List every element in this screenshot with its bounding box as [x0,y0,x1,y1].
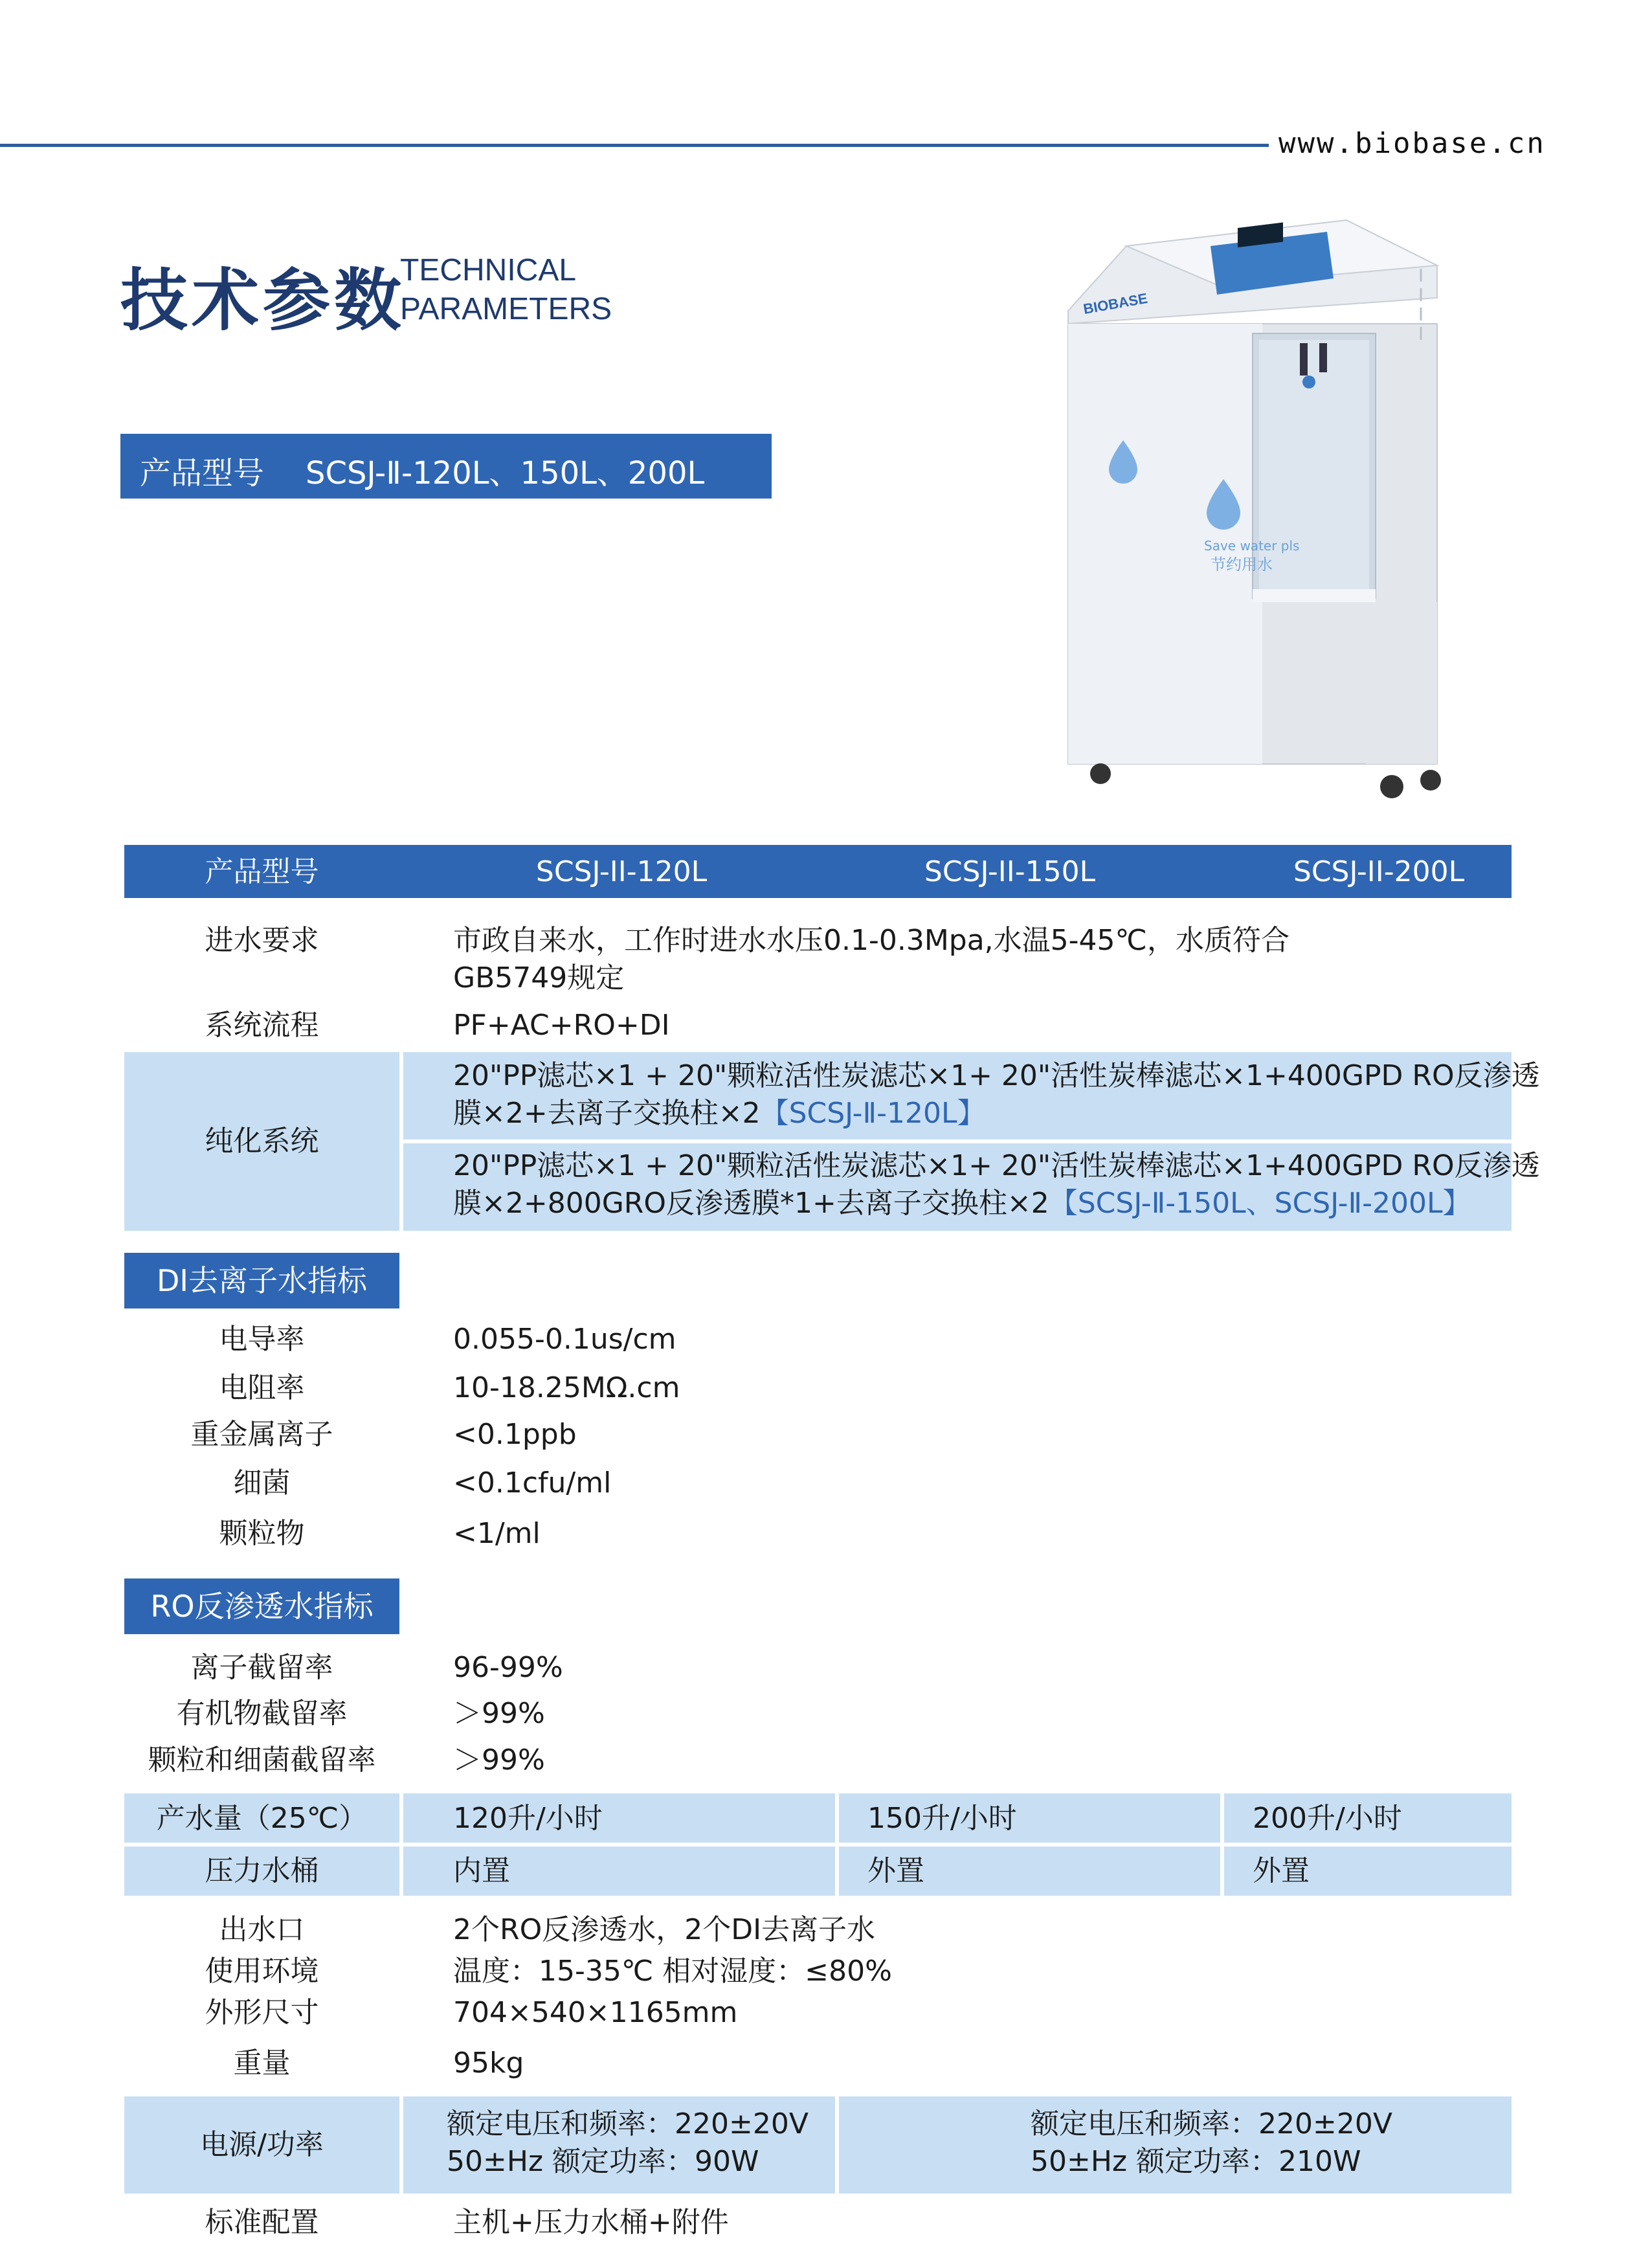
outlet-label: 出水口 [219,1913,305,1946]
di-label-heavy-metal: 重金属离子 [190,1418,333,1451]
di-value-particles: <1/ml [453,1517,541,1550]
weight-label: 重量 [233,2047,291,2080]
power-col-divider-2 [835,2096,839,2194]
power-a-line1: 额定电压和频率：220±20V [447,2107,809,2140]
di-value-bacteria: <0.1cfu/ml [453,1466,612,1499]
purify-row-divider [403,1140,1512,1143]
table-header-model-1: SCSJ-II-120L [535,855,708,888]
di-section-title: DI去离子水指标 [124,1253,399,1308]
output-col-divider-3 [1220,1793,1224,1896]
power-b-line2: 50±Hz 额定功率：210W [1031,2145,1361,2178]
purify-a-model: 【SCSJ-Ⅱ-120L】 [760,1097,986,1130]
purify-a-line1: 20"PP滤芯×1 + 20"颗粒活性炭滤芯×1+ 20"活性炭棒滤芯×1+400GPD RO反渗透 [453,1059,1540,1092]
table-header-model-3: SCSJ-II-200L [1293,855,1465,888]
model-banner-value: SCSJ-Ⅱ-120L、150L、200L [306,455,705,491]
ro-value-particle-bacteria: ＞99% [453,1744,545,1777]
weight-value: 95kg [453,2047,524,2080]
outlet-value: 2个RO反渗透水，2个DI去离子水 [453,1913,876,1946]
website-url: www.biobase.cn [1278,127,1546,160]
tank-value-200: 外置 [1253,1854,1310,1887]
purify-b-line1: 20"PP滤芯×1 + 20"颗粒活性炭滤芯×1+ 20"活性炭棒滤芯×1+400GPD RO反渗透 [453,1149,1540,1182]
model-banner-label: 产品型号 [140,455,265,491]
di-label-particles: 颗粒物 [219,1517,305,1550]
title-en-line2: PARAMETERS [400,292,612,326]
inlet-value-line1: 市政自来水，工作时进水水压0.1-0.3Mpa,水温5-45℃，水质符合 [453,924,1289,957]
ro-label-ion: 离子截留率 [190,1651,333,1684]
di-value-heavy-metal: <0.1ppb [453,1418,577,1451]
purify-a-line2 [453,1095,986,1132]
power-b-line1: 额定电压和频率：220±20V [1031,2107,1392,2140]
di-label-resistivity: 电阻率 [219,1371,305,1404]
output-label: 产水量（25℃） [156,1802,368,1835]
power-col-divider-1 [399,2096,403,2194]
table-header-label: 产品型号 [205,855,319,888]
ro-label-organic: 有机物截留率 [176,1697,348,1730]
header-rule [0,144,1269,147]
flow-value: PF+AC+RO+DI [453,1009,670,1042]
ro-value-ion: 96-99% [453,1651,563,1684]
water-purifier-image [1049,201,1450,842]
output-col-divider-1 [399,1793,403,1896]
inlet-label: 进水要求 [205,924,319,957]
page-title: 技术参数 [120,261,406,340]
output-value-150: 150升/小时 [867,1802,1017,1835]
power-a-line2: 50±Hz 额定功率：90W [447,2145,759,2178]
inlet-value-line2: GB5749规定 [453,961,625,994]
purify-b-model: 【SCSJ-Ⅱ-150L、SCSJ-Ⅱ-200L】 [1049,1187,1471,1220]
title-en-line1: TECHNICAL [400,253,577,287]
sticker-text-en: Save water pls [1204,538,1300,554]
tank-value-150: 外置 [867,1854,924,1887]
di-label-bacteria: 细菌 [233,1466,291,1499]
standard-value: 主机+压力水桶+附件 [453,2206,729,2239]
di-value-resistivity: 10-18.25MΩ.cm [453,1371,680,1404]
sticker-text-cn: 节约用水 [1211,556,1273,574]
dimensions-label: 外形尺寸 [205,1996,319,2029]
di-label-conductivity: 电导率 [219,1323,305,1356]
environment-label: 使用环境 [205,1955,319,1988]
table-header-model-2: SCSJ-II-150L [924,855,1096,888]
output-tank-divider [124,1843,1512,1847]
ro-section-title: RO反渗透水指标 [124,1578,399,1634]
output-value-120: 120升/小时 [453,1802,603,1835]
purify-label: 纯化系统 [205,1125,319,1158]
tank-value-120: 内置 [453,1854,510,1887]
ro-label-particle-bacteria: 颗粒和细菌截留率 [148,1744,376,1777]
brand-logo: BIOBASE [1082,289,1149,317]
power-label: 电源/功率 [200,2128,324,2161]
flow-label: 系统流程 [205,1009,319,1042]
purify-b-text: 膜×2+800GRO反渗透膜*1+去离子交换柱×2 [453,1187,1049,1220]
di-value-conductivity: 0.055-0.1us/cm [453,1323,676,1356]
environment-value: 温度：15-35℃ 相对湿度：≤80% [453,1955,892,1988]
output-col-divider-2 [835,1793,839,1896]
purify-a-text: 膜×2+去离子交换柱×2 [453,1097,761,1130]
purify-b-line2 [453,1185,1471,1222]
model-banner [120,434,772,499]
tank-label: 压力水桶 [205,1854,319,1887]
output-value-200: 200升/小时 [1253,1802,1402,1835]
standard-label: 标准配置 [205,2206,319,2239]
ro-value-organic: ＞99% [453,1697,545,1730]
page-title-english [400,251,612,329]
dimensions-value: 704×540×1165mm [453,1996,738,2029]
